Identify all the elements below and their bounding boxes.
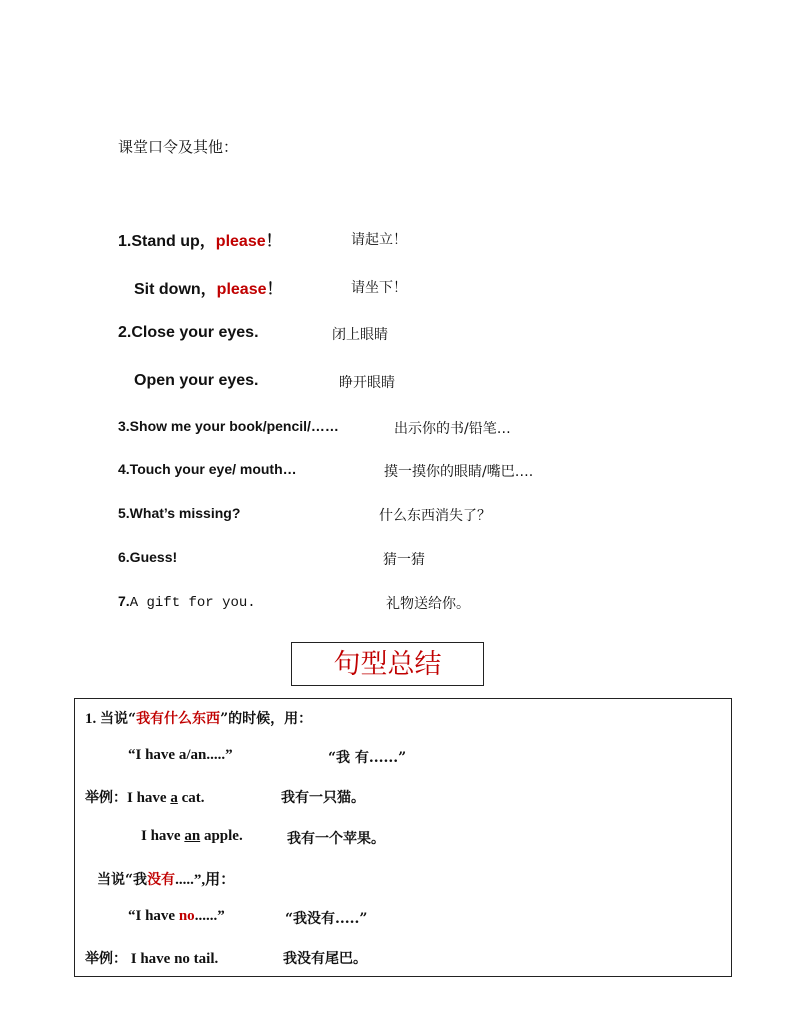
summary-line-3: 举例：I have a cat. [85,790,205,806]
summary-line-7: 举例： I have no tail. [85,951,219,967]
command-7-zh: 礼物送给你。 [386,596,470,612]
summary-line-6: “I have no......” [128,908,225,924]
command-1b-en: Sit down，please！ [134,281,283,298]
summary-line-3-zh: 我有一只猫。 [281,790,365,806]
command-2-zh: 闭上眼睛 [332,327,388,343]
command-3-zh: 出示你的书/铅笔… [394,421,511,437]
command-1-zh: 请起立！ [351,232,407,248]
command-2-en: 2.Close your eyes. [118,324,259,341]
summary-line-4: I have an apple. [141,828,243,844]
please-highlight: please [216,281,267,298]
section-title: 句型总结 [333,649,442,680]
command-1b-zh: 请坐下！ [351,280,407,296]
summary-line-2: “I have a/an.....” [128,747,233,763]
command-4-en: 4.Touch your eye/ mouth… [118,461,297,477]
summary-line-4-zh: 我有一个苹果。 [287,831,385,847]
command-6-zh: 猜一猜 [383,552,425,568]
summary-line-7-zh: 我没有尾巴。 [283,951,367,967]
command-6-en: 6.Guess! [118,549,178,565]
command-5-en: 5.What’s missing? [118,505,241,521]
command-5-zh: 什么东西消失了？ [379,508,491,524]
summary-line-2-zh: “我 有......” [328,750,407,766]
command-7-en: 7.A gift for you. [118,593,256,611]
command-4-zh: 摸一摸你的眼睛/嘴巴…. [384,464,534,480]
section-title-box [291,642,484,686]
summary-line-1: 1. 当说“我有什么东西”的时候，用： [85,711,313,727]
please-highlight: please [215,233,266,250]
command-2b-en: Open your eyes. [134,372,259,389]
summary-line-5: 当说“我没有.....”,用： [97,872,236,888]
page-heading: 课堂口令及其他： [118,138,239,156]
command-2b-zh: 睁开眼睛 [339,375,395,391]
command-1-en: 1.Stand up，please！ [118,233,282,250]
summary-line-6-zh: “我没有.....” [285,911,368,927]
command-3-en: 3.Show me your book/pencil/…… [118,418,339,434]
summary-box [74,698,732,977]
